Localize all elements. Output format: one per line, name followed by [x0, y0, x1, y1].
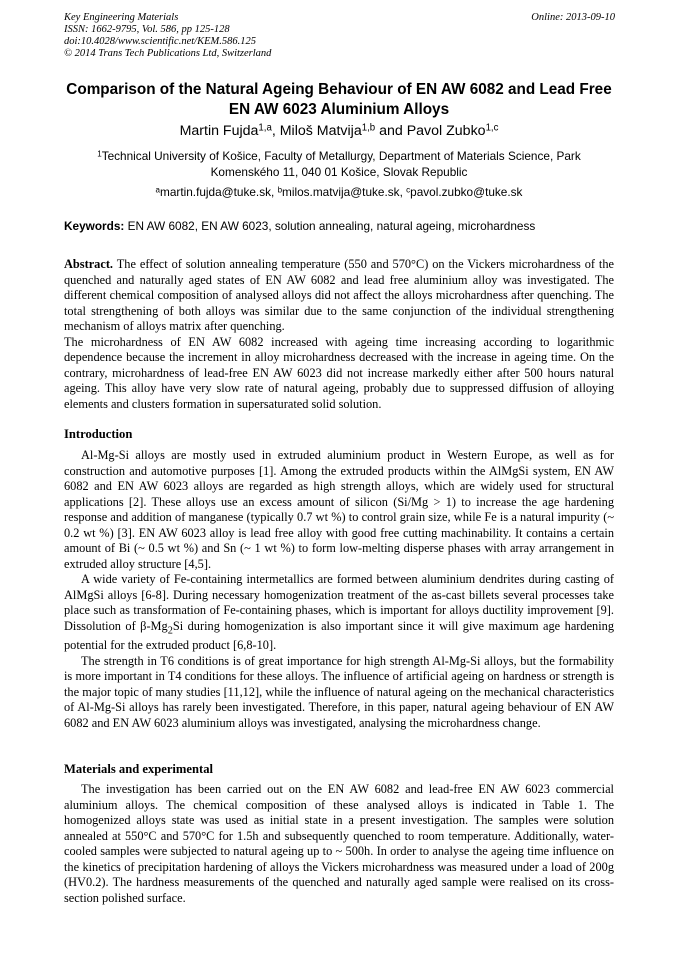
abstract-label: Abstract. [64, 257, 114, 271]
email-separator: , [399, 185, 407, 199]
abstract [64, 257, 614, 412]
author-list [64, 122, 614, 140]
paragraph-text: Si during homogenization is also important since it will give maximum age hardening potential for the extruded product [6,8-10]. [64, 618, 614, 653]
copyright-line: © 2014 Trans Tech Publications Ltd, Switzerland [64, 48, 272, 59]
keywords-text: EN AW 6082, EN AW 6023, solution annealing, natural ageing, microhardness [127, 219, 536, 233]
affiliation-text: Technical University of Košice, Faculty of Metallurgy, Department of Materials Science, Park Komenského 11, 040 01 Košice, Slovak Republic [101, 149, 581, 179]
abstract-paragraph: The microhardness of EN AW 6082 increased with ageing time increasing according to logarithmic dependence because the increment in alloy microhardness decreased with the increase in ageing time. On the contrary, microhardness of lead-free EN AW 6023 did not increase markedly either after 500 hours natural ageing. This alloy have very slow rate of natural ageing, probably due to suppressed diffusion of alloying elements and clusters formation in supersaturated solid solution. [64, 334, 614, 411]
abstract-paragraph [64, 257, 614, 335]
email-link[interactable]: martin.fujda@tuke.sk [160, 185, 271, 199]
affiliation [64, 149, 614, 180]
keywords-label: Keywords: [64, 219, 125, 233]
email-sup: c [406, 185, 411, 195]
author-name: Miloš Matvija [279, 123, 362, 139]
materials-paragraph: The investigation has been carried out on the EN AW 6082 and lead-free EN AW 6023 commercial aluminium alloys. The chemical composition of these analysed alloys is indicated in Table 1. The homogenized alloys state was used as initial state in a present investigation. The samples were solution annealed at 550°C and 570°C for 1.5h and subsequently quenched to room temperature. Additionally, water-cooled samples were subjected to natural ageing up to ~ 500h. In order to analyse the ageing time influence on the kinetics of precipitation hardening of alloys the Vickers microhardness was measured under a load of 200g (HV0.2). The hardness measurements of the quenched and naturally aged sample were realised on its cross-section polished surface. [64, 782, 614, 905]
materials-heading: Materials and experimental [64, 762, 213, 776]
author-affil-sup: 1,b [361, 122, 376, 134]
author-name: Pavol Zubko [406, 123, 486, 139]
introduction-section [64, 448, 614, 731]
abstract-text: The effect of solution annealing temperature (550 and 570°C) on the Vickers microhardness of the quenched and naturally aged states of EN AW 6082 and lead free aluminium alloy was investigated. The different chemical composition of analysed alloys did not affect the alloys microhardness after quenching. The total strengthening of both alloys was similar due to the same conjunction of the individual strengthening mechanism of alloys matrix after quenching. [64, 257, 614, 333]
journal-name: Key Engineering Materials [64, 12, 179, 23]
introduction-heading: Introduction [64, 427, 133, 441]
email-sup: b [277, 185, 283, 195]
author-affil-sup: 1,a [258, 122, 272, 134]
author-affil-sup: 1,c [485, 122, 499, 134]
affiliation-sup: 1 [97, 149, 102, 159]
subscript: 2 [167, 624, 173, 636]
introduction-paragraph [64, 572, 614, 654]
email-sup: a [155, 185, 161, 195]
author-name: Martin Fujda [179, 123, 259, 139]
paragraph-text: A wide variety of Fe-containing intermetallics are formed between aluminium dendrites during casting of AlMgSi alloys [6-8]. During necessary homogenization treatment of the as-cast billets several processes take place such as transformation of Fe-containing phases, which is important for alloys ductility improvement [9]. Dissolution of β-Mg [64, 572, 614, 633]
keywords [64, 219, 614, 234]
email-link[interactable]: pavol.zubko@tuke.sk [410, 185, 523, 199]
introduction-paragraph: Al-Mg-Si alloys are mostly used in extruded aluminium product in Western Europe, as well as for construction and automotive purposes [1]. Among the extruded products within the AlMgSi system, EN AW 6082 and EN AW 6023 alloys are regarded as high strength alloys, which are widely used for structural applications [2]. These alloys use an excess amount of silicon (Si/Mg > 1) to increase the age hardening response and addition of manganese (typically 0.7 wt %) to control grain size, while Fe is a natural impurity (~ 0.2 wt %) [3]. EN AW 6023 alloy is lead free alloy with good free cutting machinability. It contains a certain amount of Bi (~ 0.5 wt %) and Sn (~ 1 wt %) to form low-melting disperse phases with array arrangement in extruded alloy structure [4,5]. [64, 448, 614, 571]
email-separator: , [271, 185, 278, 199]
doi-line: doi:10.4028/www.scientific.net/KEM.586.125 [64, 36, 256, 47]
materials-section [64, 782, 614, 906]
author-separator: and [375, 123, 407, 139]
issn-line: ISSN: 1662-9795, Vol. 586, pp 125-128 [64, 24, 230, 35]
introduction-paragraph: The strength in T6 conditions is of great importance for high strength Al-Mg-Si alloys, but the formability is more important in T4 conditions for these alloys. The influence of artificial ageing on hardness or strength is the major topic of many studies [11,12], while the influence of natural ageing on the mechanical characteristics of Al-Mg-Si alloys has rarely been investigated. Therefore, in this paper, natural ageing behaviour of EN AW 6082 and EN AW 6023 aluminium alloys was investigated, analysing the microhardness change. [64, 653, 614, 730]
paper-title: Comparison of the Natural Ageing Behaviour of EN AW 6082 and Lead Free EN AW 6023 Aluminium Alloys [66, 81, 612, 118]
author-separator: , [271, 123, 280, 139]
email-link[interactable]: milos.matvija@tuke.sk [282, 185, 400, 199]
online-date: Online: 2013-09-10 [531, 12, 615, 23]
journal-info [64, 12, 271, 60]
email-list [64, 185, 614, 200]
